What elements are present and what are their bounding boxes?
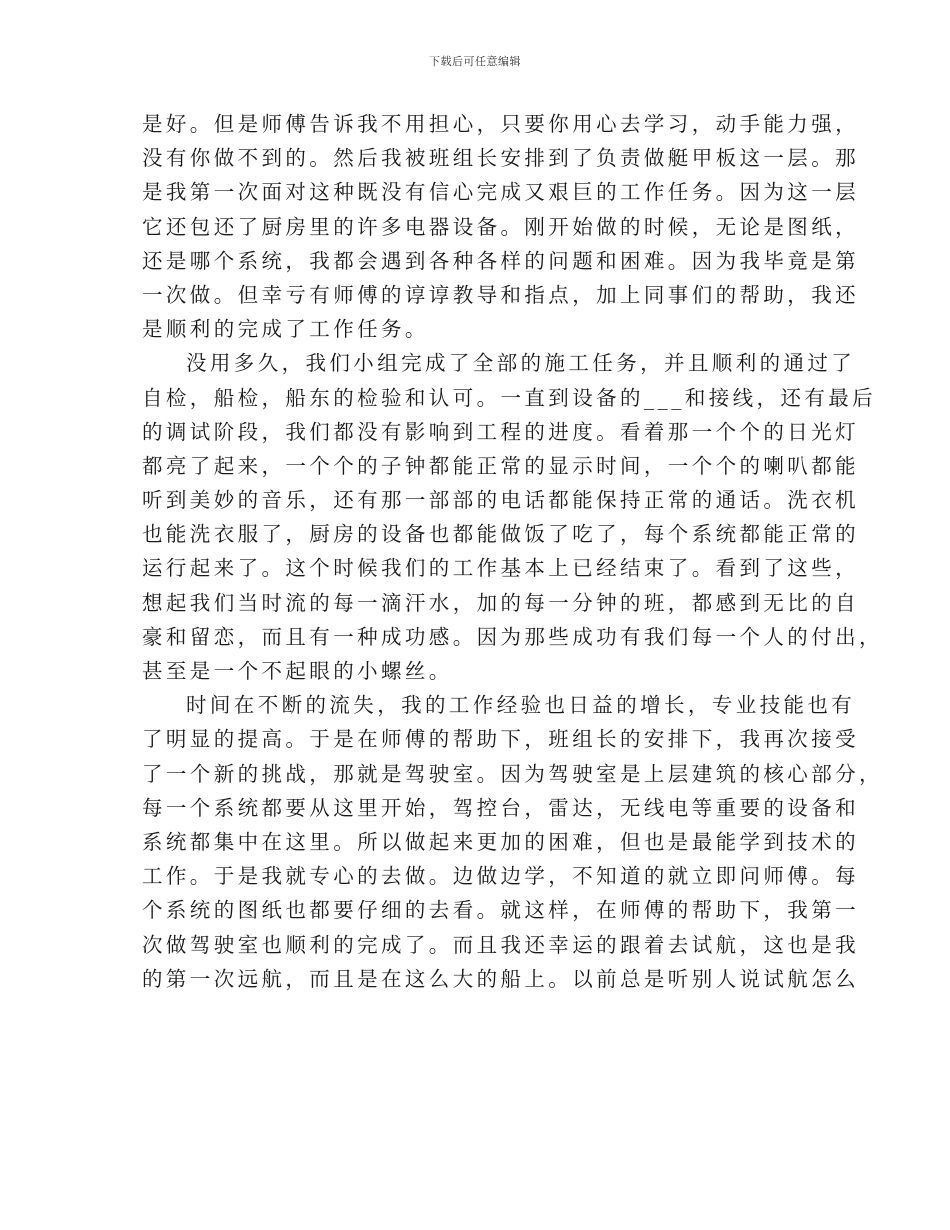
text-line: 也能洗衣服了，厨房的设备也都能做饭了吃了，每个系统都能正常的 (142, 522, 859, 547)
text-line: 系统都集中在这里。所以做起来更加的困难，但也是最能学到技术的 (142, 829, 859, 854)
text-line: 没有你做不到的。然后我被班组长安排到了负责做艇甲板这一层。那 (142, 146, 859, 171)
text-line: 甚至是一个不起眼的小螺丝。 (142, 659, 453, 683)
text-line: 自检，船检，船东的检验和认可。一直到设备的___和接线，还有最后 (142, 385, 877, 410)
text-line: 是好。但是师傅告诉我不用担心，只要你用心去学习，动手能力强， (142, 112, 859, 136)
text-line: 它还包还了厨房里的许多电器设备。刚开始做的时候，无论是图纸， (142, 214, 859, 239)
text-line: 一次做。但幸亏有师傅的谆谆教导和指点，加上同事们的帮助，我还 (142, 282, 859, 307)
text-line: 每一个系统都要从这里开始，驾控台，雷达，无线电等重要的设备和 (142, 795, 859, 820)
text-line: 时间在不断的流失，我的工作经验也日益的增长，专业技能也有 (186, 693, 856, 718)
text-line: 是我第一次面对这种既没有信心完成又艰巨的工作任务。因为这一层 (142, 180, 859, 205)
text-line: 次做驾驶室也顺利的完成了。而且我还幸运的跟着去试航，这也是我 (142, 932, 859, 957)
text-line: 听到美妙的音乐，还有那一部部的电话都能保持正常的通话。洗衣机 (142, 488, 859, 513)
text-line: 豪和留恋，而且有一种成功感。因为那些成功有我们每一个人的付出， (142, 624, 883, 649)
text-line: 运行起来了。这个时候我们的工作基本上已经结束了。看到了这些， (142, 556, 859, 581)
text-line: 没用多久，我们小组完成了全部的施工任务，并且顺利的通过了 (186, 351, 856, 376)
text-line: 是顺利的完成了工作任务。 (142, 317, 429, 342)
text-line: 了明显的提高。于是在师傅的帮助下，班组长的安排下，我再次接受 (142, 727, 859, 752)
text-line: 都亮了起来，一个个的子钟都能正常的显示时间，一个个的喇叭都能 (142, 453, 859, 478)
text-line: 的调试阶段，我们都没有影响到工程的进度。看着那一个个的日光灯 (142, 419, 859, 444)
body-text (142, 107, 883, 996)
page-header: 下载后可任意编辑 (429, 55, 521, 68)
text-line: 想起我们当时流的每一滴汗水，加的每一分钟的班，都感到无比的自 (142, 590, 859, 615)
text-line: 的第一次远航，而且是在这么大的船上。以前总是听别人说试航怎么 (142, 966, 859, 991)
text-line: 工作。于是我就专心的去做。边做边学，不知道的就立即问师傅。每 (142, 864, 859, 889)
text-line: 了一个新的挑战，那就是驾驶室。因为驾驶室是上层建筑的核心部分， (142, 761, 883, 786)
text-line: 还是哪个系统，我都会遇到各种各样的问题和困难。因为我毕竟是第 (142, 248, 859, 273)
text-line: 个系统的图纸也都要仔细的去看。就这样，在师傅的帮助下，我第一 (142, 898, 859, 923)
